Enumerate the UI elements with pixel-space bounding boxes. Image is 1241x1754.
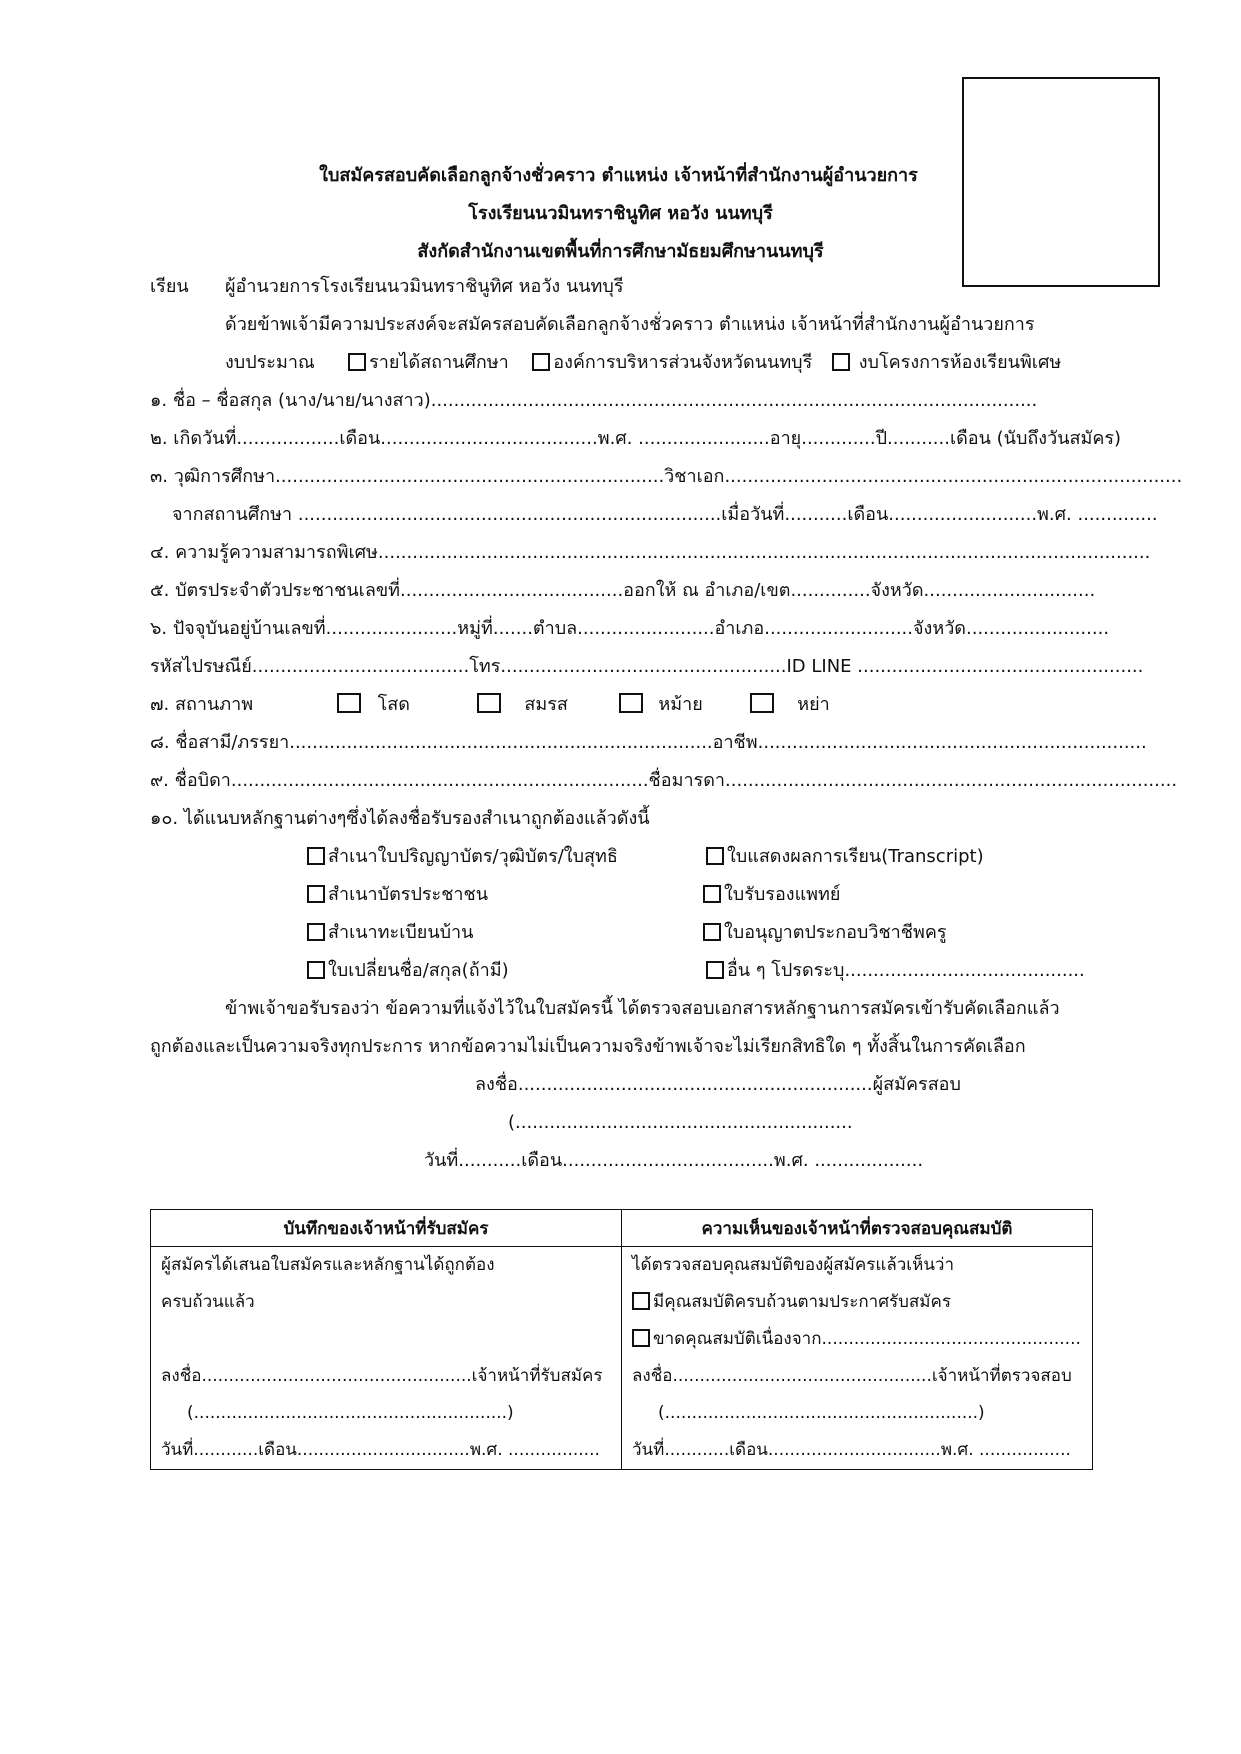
- field-education[interactable]: ๓. วุฒิการศึกษา....................................................................วิชาเอก................................................................................: [150, 466, 1183, 487]
- qualified-checkbox[interactable]: [632, 1292, 650, 1310]
- record-left-row: ผู้สมัครได้เสนอใบสมัครและหลักฐานได้ถูกต้อง: [151, 1247, 622, 1285]
- status-divorced: หย่า: [797, 694, 830, 715]
- attachment-checkbox[interactable]: [706, 847, 724, 865]
- budget-row: [225, 351, 1061, 375]
- record-left-row: ครบถ้วนแล้ว: [151, 1284, 622, 1321]
- school-name: โรงเรียนนวมินทราชินูทิศ หอวัง นนทบุรี: [468, 203, 773, 224]
- status-widowed: หม้าย: [658, 694, 703, 715]
- receiver-signature[interactable]: ลงชื่อ..................................................เจ้าหน้าที่รับสมัคร: [151, 1358, 622, 1395]
- form-title: ใบสมัครสอบคัดเลือกลูกจ้างชั่วคราว ตำแหน่ง เจ้าหน้าที่สำนักงานผู้อำนวยการ: [319, 165, 918, 186]
- field-spouse[interactable]: ๘. ชื่อสามี/ภรรยา..........................................................................อาชีพ....................................................................: [150, 732, 1147, 753]
- status-checkbox-widowed[interactable]: [619, 693, 643, 713]
- attachment-right-1[interactable]: ใบแสดงผลการเรียน(Transcript): [706, 845, 984, 869]
- attachment-right-4[interactable]: อื่น ๆ โปรดระบุ..........................................: [706, 959, 1085, 983]
- budget-option-2: องค์การบริหารส่วนจังหวัดนนทบุรี: [553, 352, 813, 373]
- salutation-label: เรียน: [150, 276, 189, 297]
- attachment-left-2[interactable]: สำเนาบัตรประชาชน: [307, 883, 488, 907]
- record-right-option-1[interactable]: มีคุณสมบัติครบถ้วนตามประกาศรับสมัคร: [622, 1284, 1093, 1321]
- field-address[interactable]: ๖. ปัจจุบันอยู่บ้านเลขที่.......................หมู่ที่.......ตำบล........................อำเภอ..........................จังหวัด.........................: [150, 618, 1110, 639]
- field-skills[interactable]: ๔. ความรู้ความสามารถพิเศษ.......................................................................................................................................: [150, 542, 1151, 563]
- record-right-header: ความเห็นของเจ้าหน้าที่ตรวจสอบคุณสมบัติ: [622, 1210, 1093, 1247]
- intro-text: ด้วยข้าพเจ้ามีความประสงค์จะสมัครสอบคัดเลือกลูกจ้างชั่วคราว ตำแหน่ง เจ้าหน้าที่สำนักงานผู้อำนวยการ: [225, 314, 1035, 335]
- attachment-checkbox[interactable]: [307, 885, 325, 903]
- attachments-heading: ๑๐. ได้แนบหลักฐานต่างๆซึ่งได้ลงชื่อรับรองสำเนาถูกต้องแล้วดังนี้: [150, 808, 650, 829]
- attachment-checkbox[interactable]: [307, 847, 325, 865]
- unqualified-checkbox[interactable]: [632, 1329, 650, 1347]
- field-birth[interactable]: ๒. เกิดวันที่..................เดือน......................................พ.ศ. .......................อายุ.............ปี...........เดือน (นับถึงวันสมัคร): [150, 428, 1122, 449]
- budget-checkbox-3[interactable]: [832, 353, 850, 371]
- checker-date[interactable]: วันที่............เดือน................................พ.ศ. .................: [622, 1432, 1093, 1470]
- attachment-checkbox[interactable]: [703, 923, 721, 941]
- budget-checkbox-2[interactable]: [532, 353, 550, 371]
- record-left-row: [151, 1321, 622, 1358]
- record-left-header: บันทึกของเจ้าหน้าที่รับสมัคร: [151, 1210, 622, 1247]
- office-name: สังกัดสำนักงานเขตพื้นที่การศึกษามัธยมศึกษานนทบุรี: [417, 241, 824, 262]
- attachment-checkbox[interactable]: [703, 885, 721, 903]
- declaration-line-2: ถูกต้องและเป็นความจริงทุกประการ หากข้อความไม่เป็นความจริงข้าพเจ้าจะไม่เรียกสิทธิใด ๆ ทั้งสิ้นในการคัดเลือก: [150, 1036, 1026, 1057]
- field-id-card[interactable]: ๕. บัตรประจำตัวประชาชนเลขที่.......................................ออกให้ ณ อำเภอ/เขต..............จังหวัด..............................: [150, 580, 1096, 601]
- status-row: [150, 693, 830, 717]
- budget-option-1: รายได้สถานศึกษา: [369, 352, 509, 373]
- receiver-name[interactable]: (..........................................................): [151, 1395, 622, 1432]
- field-name[interactable]: ๑. ชื่อ – ชื่อสกุล (นาง/นาย/นางสาว)..........................................................................................................: [150, 390, 1038, 411]
- status-checkbox-married[interactable]: [477, 693, 501, 713]
- attachment-left-3[interactable]: สำเนาทะเบียนบ้าน: [307, 921, 473, 945]
- record-right-option-2[interactable]: ขาดคุณสมบัติเนื่องจาก................................................: [622, 1321, 1093, 1358]
- status-checkbox-divorced[interactable]: [750, 693, 774, 713]
- attachment-right-3[interactable]: ใบอนุญาตประกอบวิชาชีพครู: [703, 921, 947, 945]
- budget-label: งบประมาณ: [225, 352, 315, 373]
- official-record-table: [150, 1209, 1093, 1470]
- salutation-to: ผู้อำนวยการโรงเรียนนวมินทราชินูทิศ หอวัง นนทบุรี: [225, 276, 624, 297]
- attachment-checkbox[interactable]: [706, 961, 724, 979]
- status-single: โสด: [377, 694, 410, 715]
- checker-signature[interactable]: ลงชื่อ................................................เจ้าหน้าที่ตรวจสอบ: [622, 1358, 1093, 1395]
- budget-option-3: งบโครงการห้องเรียนพิเศษ: [858, 352, 1062, 373]
- field-postal-phone[interactable]: รหัสไปรษณีย์......................................โทร..................................................ID LINE ..................................................: [150, 656, 1144, 677]
- checker-name[interactable]: (..........................................................): [622, 1395, 1093, 1432]
- field-parents[interactable]: ๙. ชื่อบิดา.........................................................................ชื่อมารดา...............................................................................: [150, 770, 1178, 791]
- receiver-date[interactable]: วันที่............เดือน................................พ.ศ. .................: [151, 1432, 622, 1470]
- attachment-left-1[interactable]: สำเนาใบปริญญาบัตร/วุฒิบัตร/ใบสุทธิ: [307, 845, 618, 869]
- attachment-right-2[interactable]: ใบรับรองแพทย์: [703, 883, 840, 907]
- status-married: สมรส: [524, 694, 568, 715]
- attachment-checkbox[interactable]: [307, 923, 325, 941]
- attachment-left-4[interactable]: ใบเปลี่ยนชื่อ/สกุล(ถ้ามี): [307, 959, 509, 983]
- record-right-intro: ได้ตรวจสอบคุณสมบัติของผู้สมัครแล้วเห็นว่า: [622, 1247, 1093, 1285]
- attachment-checkbox[interactable]: [307, 961, 325, 979]
- budget-checkbox-1[interactable]: [348, 353, 366, 371]
- declaration-line-1: ข้าพเจ้าขอรับรองว่า ข้อความที่แจ้งไว้ในใบสมัครนี้ ได้ตรวจสอบเอกสารหลักฐานการสมัครเข้ารับคัดเลือกแล้ว: [225, 998, 1060, 1019]
- applicant-date[interactable]: วันที่...........เดือน.....................................พ.ศ. ...................: [424, 1150, 924, 1171]
- status-label: ๗. สถานภาพ: [150, 694, 254, 715]
- field-institution[interactable]: จากสถานศึกษา ..........................................................................เมื่อวันที่...........เดือน..........................พ.ศ. ..............: [172, 504, 1158, 525]
- status-checkbox-single[interactable]: [337, 693, 361, 713]
- applicant-signature[interactable]: ลงชื่อ..............................................................ผู้สมัครสอบ: [475, 1074, 961, 1095]
- applicant-name[interactable]: (...........................................................: [508, 1112, 853, 1133]
